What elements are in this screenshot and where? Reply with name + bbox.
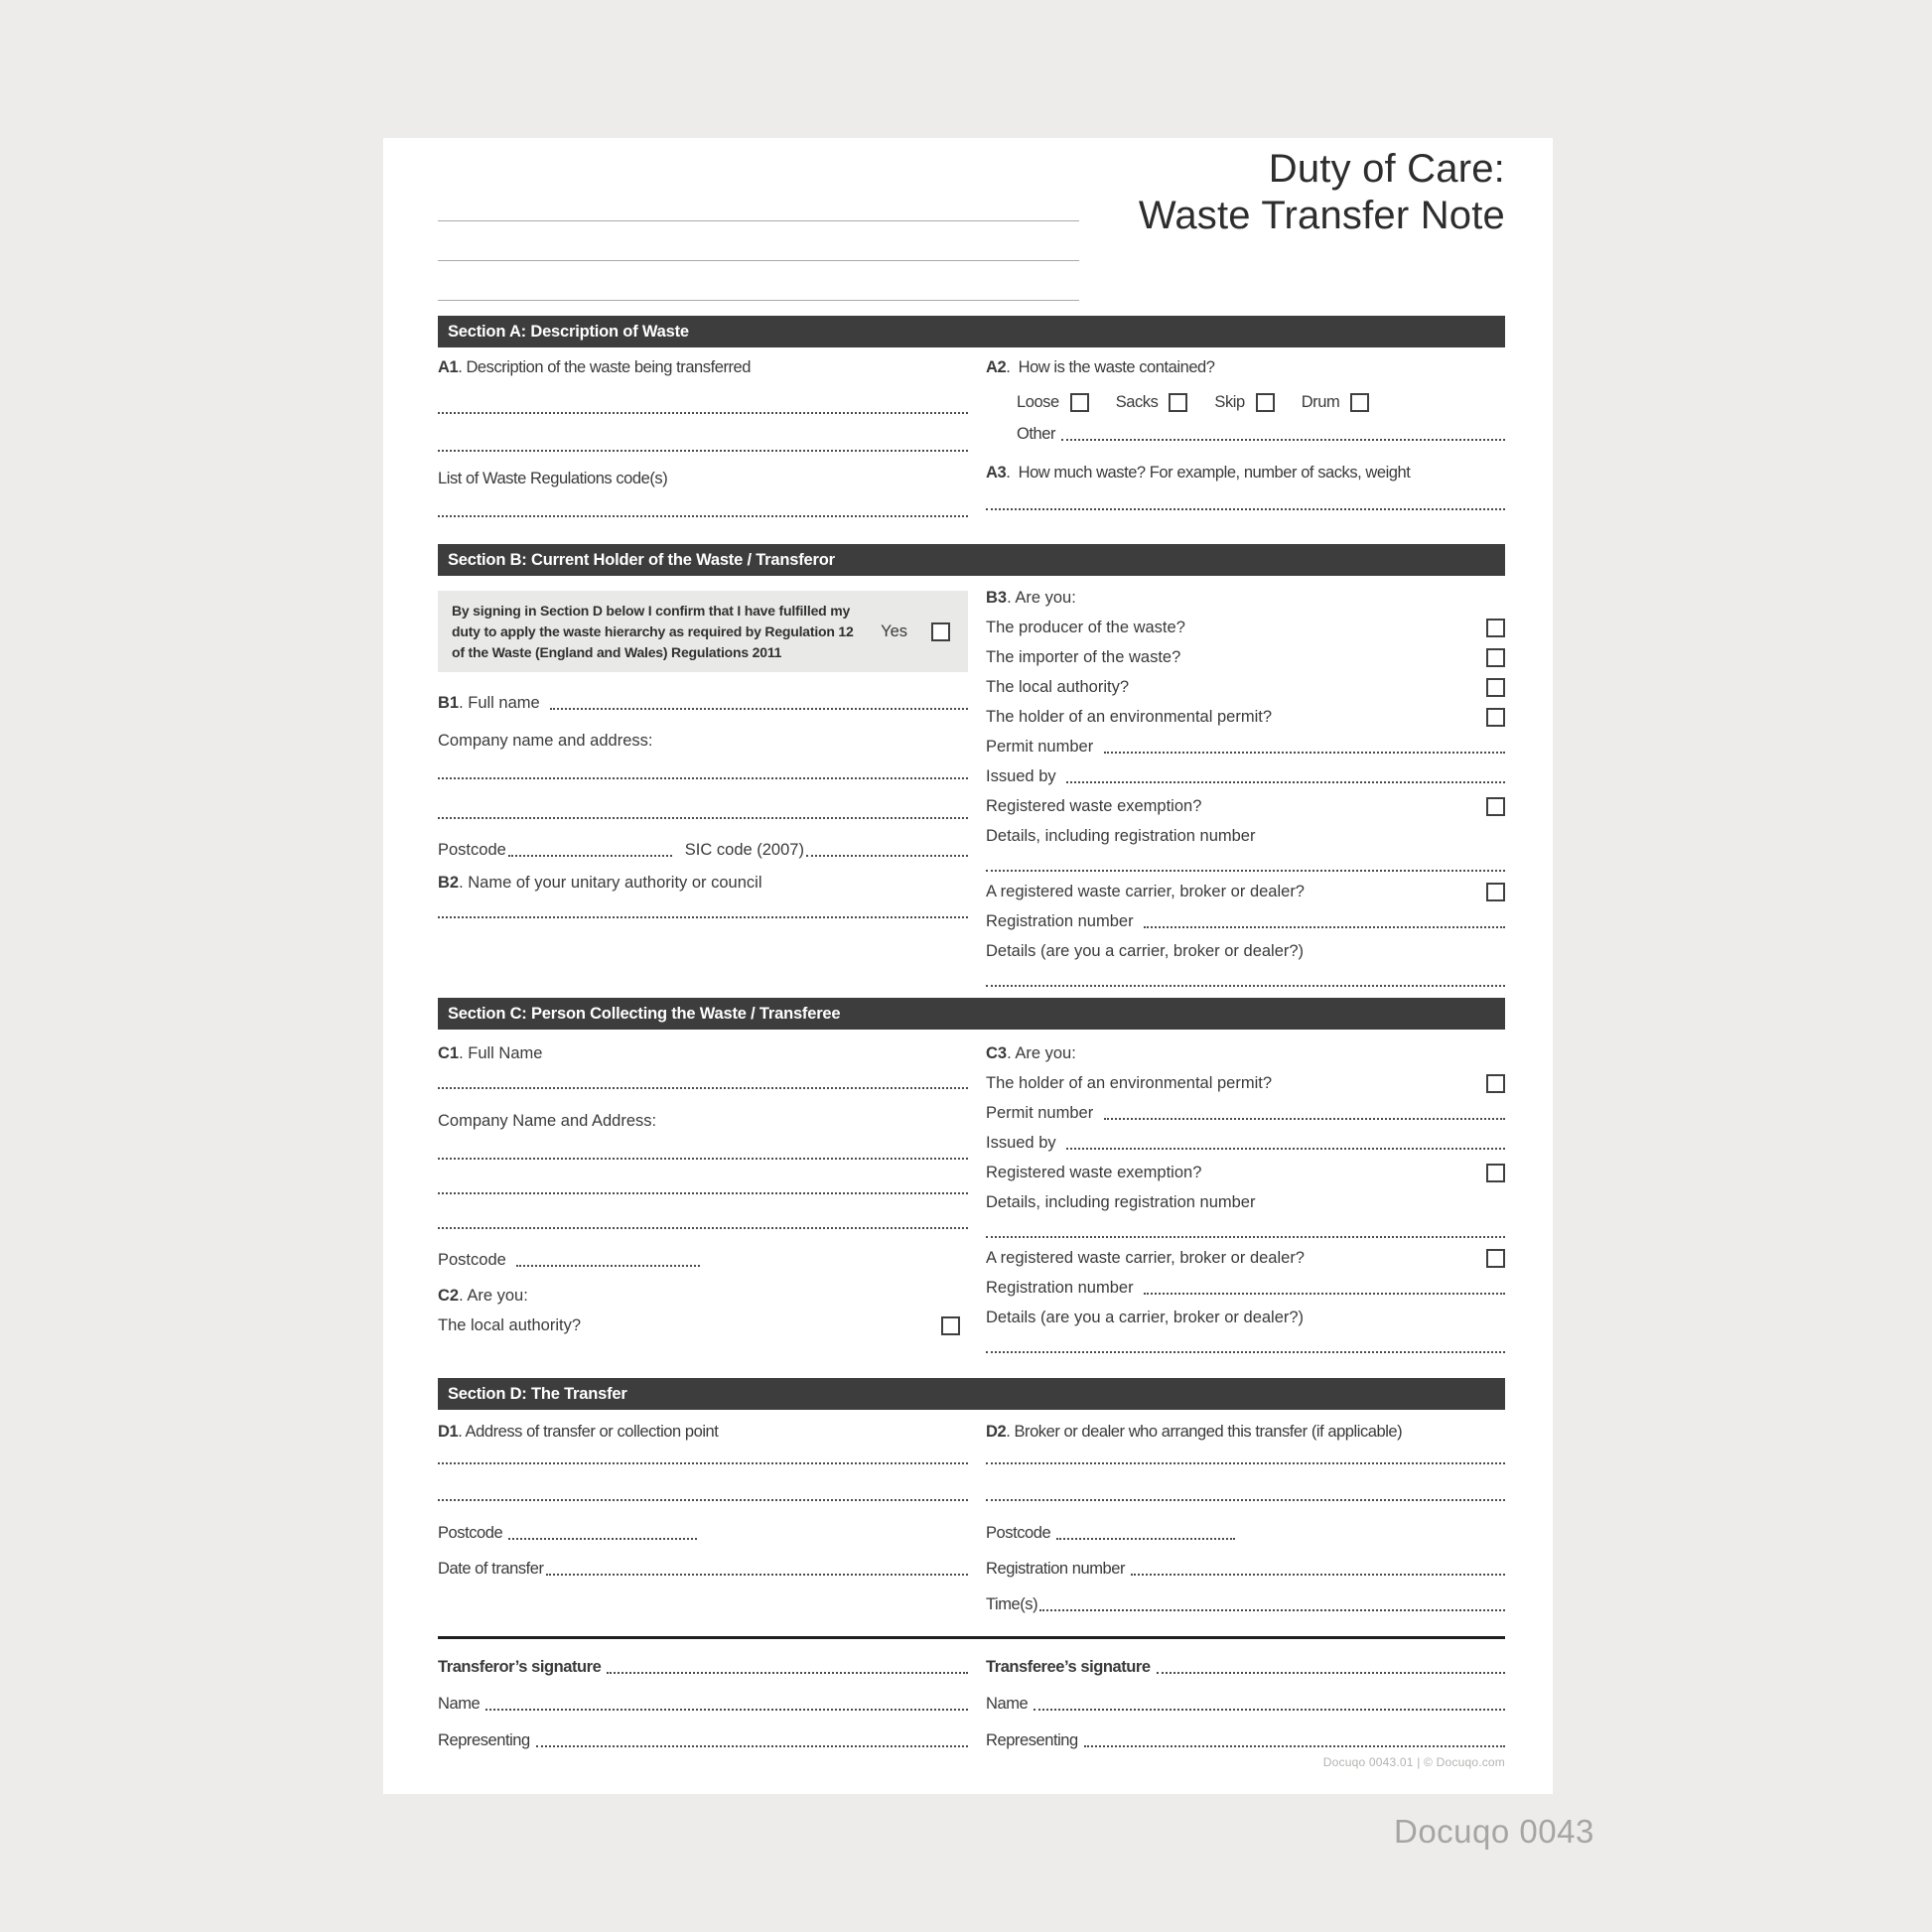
confirmation-text: By signing in Section D below I confirm that I have fulfilled my duty to apply the waste hierarchy as required by Regulation 12 of the Waste (England and Wales) Regulations 2011 — [452, 602, 854, 660]
company-label-row — [438, 1109, 968, 1131]
name-label: Name — [438, 1695, 484, 1713]
d2-label: . Broker or dealer who arranged this transfer (if applicable) — [1006, 1423, 1403, 1441]
sic-write-line — [806, 855, 968, 857]
transferor-name-write-line — [485, 1709, 968, 1711]
registration-number-write-line — [1144, 926, 1505, 928]
section-c-header: Section C: Person Collecting the Waste / Transferee — [438, 998, 1505, 1030]
broker-registration-write-line — [1131, 1574, 1505, 1576]
carrier-details-label-row: Details (are you a carrier, broker or dealer?) — [986, 942, 1305, 960]
b3-label: . Are you: — [1007, 589, 1076, 607]
page-title-line2: Waste Transfer Note — [1138, 194, 1505, 237]
postcode-write-line — [516, 1265, 700, 1267]
c2-label: . Are you: — [459, 1287, 528, 1305]
producer-row: The producer of the waste? — [986, 616, 1505, 637]
d2-write-line — [986, 1483, 1505, 1501]
checkbox-local-authority-c[interactable] — [941, 1316, 960, 1335]
company-write-line — [438, 1176, 968, 1194]
a1-write-line — [438, 434, 968, 452]
d2-write-line — [986, 1447, 1505, 1464]
permit-number-write-line — [1104, 752, 1505, 754]
representing-label: Representing — [986, 1731, 1082, 1749]
header-write-line — [438, 220, 1079, 221]
company-label: Company name and address: — [438, 732, 653, 750]
b2-label: . Name of your unitary authority or council — [459, 874, 762, 892]
header-write-line — [438, 260, 1079, 261]
company-write-line — [438, 801, 968, 819]
company-write-line — [438, 761, 968, 779]
importer-row: The importer of the waste? — [986, 645, 1505, 667]
a2-label-row — [986, 355, 1505, 377]
a3-number: A3 — [986, 464, 1007, 482]
postcode-label: Postcode — [438, 841, 506, 859]
d1-write-line — [438, 1483, 968, 1501]
postcode-write-line — [508, 855, 672, 857]
carrier-details-label-row: Details (are you a carrier, broker or dealer?) — [986, 1309, 1305, 1326]
checkbox-confirm-yes[interactable] — [931, 622, 950, 641]
transferee-signature-label: Transferee’s signature — [986, 1658, 1155, 1676]
registration-number-row: Registration number — [986, 909, 1505, 931]
checkbox-local-authority[interactable] — [1486, 678, 1505, 697]
section-d-header: Section D: The Transfer — [438, 1378, 1505, 1410]
transferor-signature-row — [438, 1655, 968, 1677]
issued-by-row: Issued by — [986, 1131, 1505, 1153]
c3-label-row — [986, 1041, 1505, 1063]
exemption-row: Registered waste exemption? — [986, 1161, 1505, 1182]
section-a-body — [438, 347, 1505, 544]
times-label: Time(s) — [986, 1595, 1038, 1613]
c3-number: C3 — [986, 1044, 1008, 1062]
a2-number: A2 — [986, 358, 1007, 376]
b2-number: B2 — [438, 874, 460, 892]
transferee-signature-row — [986, 1655, 1505, 1677]
times-write-line — [1039, 1609, 1505, 1611]
postcode-label: Postcode — [438, 1524, 507, 1542]
b2-write-line — [438, 900, 968, 918]
a1-write-line — [438, 396, 968, 414]
local-authority-row: The local authority? — [986, 675, 1505, 697]
signature-block — [438, 1639, 1505, 1750]
brand-watermark: Docuqo 0043 — [1394, 1813, 1594, 1850]
checkbox-permit-holder-c[interactable] — [1486, 1074, 1505, 1093]
b3-number: B3 — [986, 589, 1008, 607]
company-write-line — [438, 1211, 968, 1229]
b1-number: B1 — [438, 694, 460, 712]
d1-number: D1 — [438, 1423, 459, 1441]
section-d-body — [438, 1410, 1505, 1636]
d1-write-line — [438, 1447, 968, 1464]
postcode-label: Postcode — [986, 1524, 1055, 1542]
a1-label: . Description of the waste being transferred — [458, 358, 751, 376]
c1-label: . Full Name — [459, 1044, 543, 1062]
name-label: Name — [986, 1695, 1033, 1713]
codes-write-line — [438, 499, 968, 517]
issued-by-write-line — [1066, 1148, 1505, 1150]
checkbox-carrier[interactable] — [1486, 883, 1505, 901]
permit-holder-row: The holder of an environmental permit? — [986, 705, 1505, 727]
postcode-label: Postcode — [438, 1251, 511, 1269]
d2-label-row — [986, 1420, 1505, 1442]
registration-number-write-line — [1144, 1293, 1505, 1295]
checkbox-exemption-c[interactable] — [1486, 1164, 1505, 1182]
sacks-label: Sacks — [1115, 393, 1159, 411]
page-title — [1139, 146, 1505, 239]
c1-row — [438, 1041, 968, 1063]
postcode-row — [438, 1521, 968, 1543]
issued-by-row: Issued by — [986, 764, 1505, 786]
b2-row — [438, 871, 968, 893]
transfer-date-write-line — [546, 1574, 968, 1576]
a1-number: A1 — [438, 358, 459, 376]
codes-label-row — [438, 467, 968, 488]
transferee-representing-write-line — [1084, 1745, 1505, 1747]
transferor-representing-row — [438, 1728, 968, 1750]
d2-number: D2 — [986, 1423, 1007, 1441]
b1-write-line — [550, 708, 968, 710]
a3-label: . How much waste? For example, number of sacks, weight — [1006, 464, 1411, 482]
times-row — [986, 1592, 1505, 1614]
postcode-write-line — [508, 1538, 697, 1540]
document-reference: Docuqo 0043.01 | © Docuqo.com — [1322, 1755, 1505, 1769]
a2-label: . How is the waste contained? — [1006, 358, 1215, 376]
transferor-signature-label: Transferor’s signature — [438, 1658, 606, 1676]
a3-label-row — [986, 461, 1505, 483]
local-authority-row: The local authority? — [438, 1313, 968, 1335]
skip-label: Skip — [1214, 393, 1245, 411]
postcode-row — [986, 1521, 1505, 1543]
section-b-header: Section B: Current Holder of the Waste / Transferor — [438, 544, 1505, 576]
d1-label-row — [438, 1420, 968, 1442]
other-label: Other — [1017, 425, 1056, 443]
exemption-row: Registered waste exemption? — [986, 794, 1505, 816]
page-header — [438, 138, 1505, 316]
yes-label: Yes — [881, 621, 907, 640]
carrier-row: A registered waste carrier, broker or dealer? — [986, 880, 1505, 901]
issued-by-write-line — [1066, 781, 1505, 783]
form-page — [383, 138, 1553, 1794]
permit-number-write-line — [1104, 1118, 1505, 1120]
permit-number-row: Permit number — [986, 1101, 1505, 1123]
exemption-details-write-line — [986, 854, 1505, 872]
waste-hierarchy-confirmation — [438, 591, 968, 672]
sic-label: SIC code (2007) — [684, 841, 804, 859]
broker-registration-label: Registration number — [986, 1560, 1130, 1578]
other-row — [1017, 422, 1505, 444]
checkbox-skip[interactable] — [1256, 393, 1275, 412]
c1-write-line — [438, 1071, 968, 1089]
checkbox-drum[interactable] — [1350, 393, 1369, 412]
exemption-details-write-line — [986, 1220, 1505, 1238]
checkbox-exemption[interactable] — [1486, 797, 1505, 816]
company-label: Company Name and Address: — [438, 1112, 657, 1130]
carrier-details-write-line — [986, 1335, 1505, 1353]
a1-label-row — [438, 355, 968, 377]
checkbox-importer[interactable] — [1486, 648, 1505, 667]
carrier-details-write-line — [986, 969, 1505, 987]
codes-label: List of Waste Regulations code(s) — [438, 470, 668, 487]
c3-label: . Are you: — [1007, 1044, 1076, 1062]
postcode-write-line — [1056, 1538, 1235, 1540]
b1-label: . Full name — [459, 694, 545, 712]
exemption-details-label-row: Details, including registration number — [986, 1193, 1256, 1211]
header-write-line — [438, 300, 1079, 301]
representing-label: Representing — [438, 1731, 534, 1749]
other-write-line — [1061, 439, 1505, 441]
registration-number-row: Registration number — [986, 1276, 1505, 1298]
transferee-name-row — [986, 1692, 1505, 1714]
checkbox-carrier-c[interactable] — [1486, 1249, 1505, 1268]
transferor-signature-write-line[interactable] — [607, 1672, 968, 1674]
transferee-representing-row — [986, 1728, 1505, 1750]
transferee-name-write-line — [1034, 1709, 1505, 1711]
transferor-representing-write-line — [536, 1745, 968, 1747]
postcode-row — [438, 1248, 968, 1270]
postcode-sic-row — [438, 838, 968, 860]
permit-holder-row: The holder of an environmental permit? — [986, 1071, 1505, 1093]
transfer-date-row — [438, 1557, 968, 1579]
b3-label-row — [986, 586, 1505, 608]
carrier-row: A registered waste carrier, broker or dealer? — [986, 1246, 1505, 1268]
c2-row — [438, 1284, 968, 1306]
exemption-details-label-row: Details, including registration number — [986, 827, 1256, 845]
section-b-body — [438, 576, 1505, 998]
company-label-row — [438, 729, 968, 751]
transferor-name-row — [438, 1692, 968, 1714]
page-title-line1: Duty of Care: — [1268, 147, 1505, 191]
loose-label: Loose — [1017, 393, 1059, 411]
transferee-signature-write-line[interactable] — [1157, 1672, 1505, 1674]
c2-number: C2 — [438, 1287, 460, 1305]
c1-number: C1 — [438, 1044, 460, 1062]
company-write-line — [438, 1142, 968, 1160]
broker-registration-row — [986, 1557, 1505, 1579]
containment-options — [1017, 390, 1505, 412]
permit-number-row: Permit number — [986, 735, 1505, 757]
section-a-header: Section A: Description of Waste — [438, 316, 1505, 347]
checkbox-permit-holder[interactable] — [1486, 708, 1505, 727]
checkbox-producer[interactable] — [1486, 619, 1505, 637]
checkbox-sacks[interactable] — [1169, 393, 1187, 412]
b1-row — [438, 691, 968, 713]
transfer-date-label: Date of transfer — [438, 1560, 544, 1578]
drum-label: Drum — [1301, 393, 1340, 411]
checkbox-loose[interactable] — [1070, 393, 1089, 412]
section-c-body — [438, 1030, 1505, 1378]
a3-write-line — [986, 492, 1505, 510]
d1-label: . Address of transfer or collection point — [458, 1423, 719, 1441]
